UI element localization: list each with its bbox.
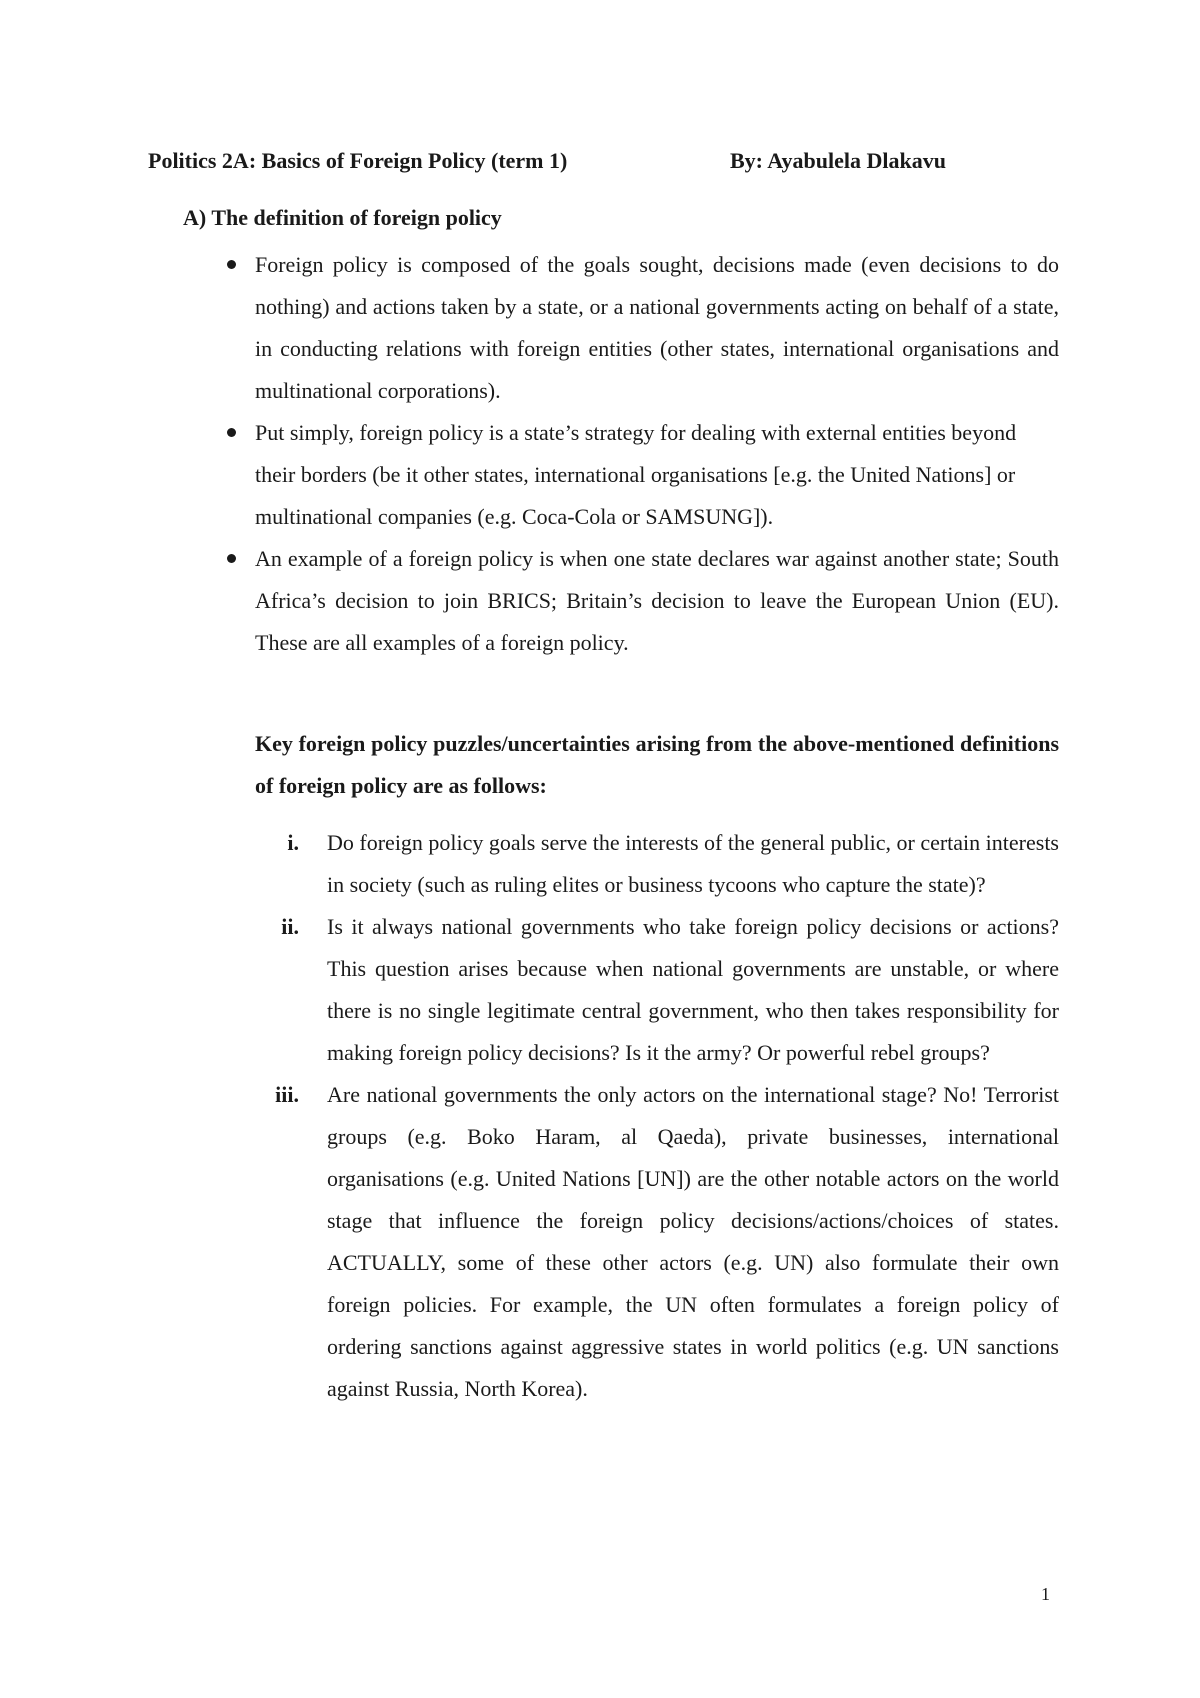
puzzle-text: Are national governments the only actors on the international stage? No! Terrorist groups (e.g. Boko Haram, al Qaeda), private businesses, international organisations (e.g. United Nations [UN]) are the other notable actors on the world stage that influence the foreign policy decisions/actions/choices of states. ACTUALLY, some of these other actors (e.g. UN) also formulate their own foreign policies. For example, the UN often formulates a foreign policy of ordering sanctions against aggressive states in world politics (e.g. UN sanctions against Russia, North Korea). (327, 1082, 1059, 1401)
puzzle-item (281, 906, 1059, 1074)
section-a-heading: A) The definition of foreign policy (183, 205, 502, 230)
puzzle-text: Do foreign policy goals serve the interests of the general public, or certain interests in society (such as ruling elites or business tycoons who capture the state)? (327, 830, 1059, 897)
bullet-item (255, 412, 1059, 538)
puzzle-number: i. (287, 830, 299, 855)
bullet-dot-icon (227, 260, 236, 269)
bullet-text: Foreign policy is composed of the goals sought, decisions made (even decisions to do nothing) and actions taken by a state, or a national governments acting on behalf of a state, in conducting relations with foreign entities (other states, international organisations and multinational corporations). (255, 252, 1059, 403)
bullet-text: Put simply, foreign policy is a state’s strategy for dealing with external entities beyond their borders (be it other states, international organisations [e.g. the United Nations] or multinational companies (e.g. Coca-Cola or SAMSUNG]). (255, 420, 1017, 529)
puzzle-text: Is it always national governments who take foreign policy decisions or actions? This question arises because when national governments are unstable, or where there is no single legitimate central government, who then takes responsibility for making foreign policy decisions? Is it the army? Or powerful rebel groups? (327, 914, 1059, 1065)
puzzle-item (275, 1074, 1059, 1410)
puzzles-heading: Key foreign policy puzzles/uncertainties arising from the above-mentioned definitions of foreign policy are as follows: (255, 731, 1059, 798)
puzzle-number: iii. (275, 1082, 299, 1107)
puzzles-list (275, 822, 1059, 1410)
bullet-dot-icon (227, 428, 236, 437)
puzzle-item (287, 822, 1059, 906)
document-title: Politics 2A: Basics of Foreign Policy (term 1) (148, 148, 568, 173)
puzzle-number: ii. (281, 914, 299, 939)
document-author: By: Ayabulela Dlakavu (730, 148, 946, 173)
definition-bullet-list (255, 244, 1059, 664)
page-number: 1 (1041, 1584, 1050, 1604)
bullet-item (255, 244, 1059, 412)
bullet-dot-icon (227, 554, 236, 563)
bullet-item (255, 538, 1059, 664)
bullet-text: An example of a foreign policy is when one state declares war against another state; South Africa’s decision to join BRICS; Britain’s decision to leave the European Union (EU). These are all examples of a foreign policy. (255, 546, 1059, 655)
